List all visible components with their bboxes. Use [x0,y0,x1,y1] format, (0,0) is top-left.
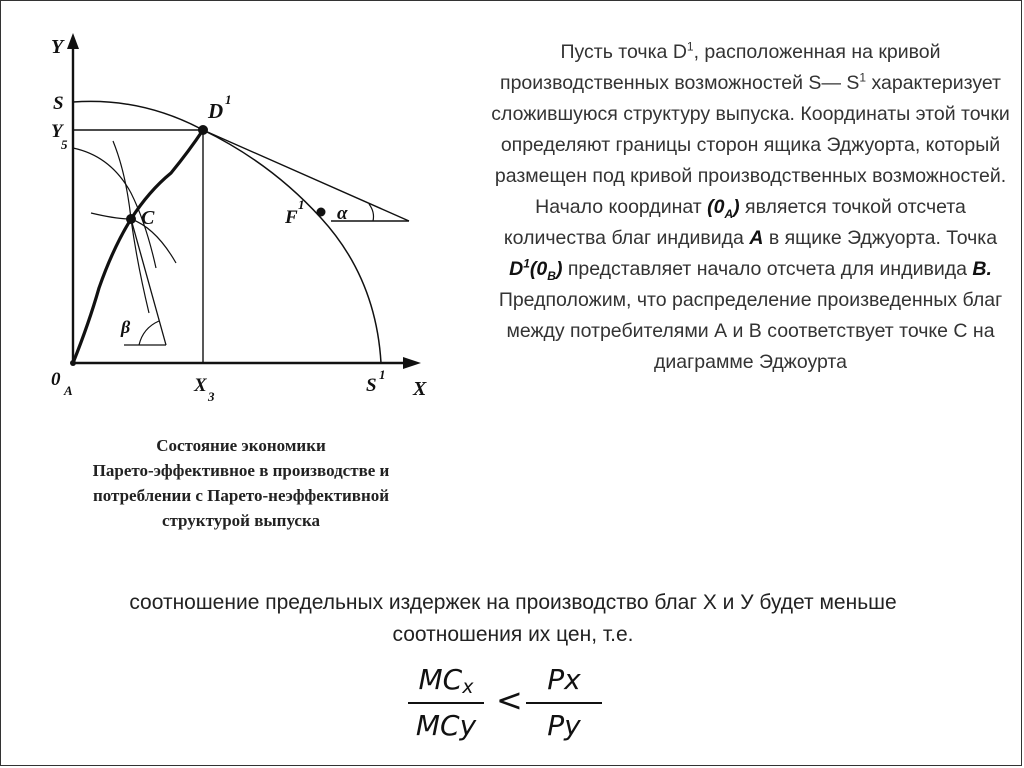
label-x3-sub: 3 [208,389,215,404]
price-numerator: Px [547,663,581,696]
conclusion-text [21,587,1005,651]
explain-point-d: D [509,258,524,280]
label-x3: X [194,375,207,396]
label-origin-sub: A [64,383,73,398]
edgeworth-diagram [31,23,451,413]
label-beta: β [121,317,131,337]
explain-origin-a-sub: A [724,206,734,221]
less-than-sign: < [496,681,523,719]
label-s1-sup: 1 [379,367,386,382]
explain-origin-b-end: ) [555,258,563,280]
mc-fraction [406,661,486,745]
cost-price-inequality [406,661,626,761]
explain-t1-sup: 1 [686,39,694,54]
label-x-axis: X [413,378,427,400]
explain-t11: Предположим, что распределение произведенных благ между потребителями А и В соответствует точке С на диаграмме Эджоурта [498,289,1003,373]
label-origin: 0 [51,369,61,390]
explain-t9: представляет начало отсчета для индивида [562,258,973,280]
explain-point-d-sup: 1 [523,256,530,271]
explain-origin-b: (0 [529,258,548,280]
point-f1 [317,208,326,217]
label-y-axis: Y [51,36,64,58]
x-axis-arrow [403,357,421,369]
explain-origin-a-end: ) [733,196,740,218]
mc-fraction-bar [408,702,484,704]
explain-t5: является точкой отсчета количества благ индивида [503,196,966,249]
explanation-text [483,37,1018,378]
price-fraction [524,661,604,745]
label-c: C [141,207,155,229]
mc-numerator-text: MC [418,663,463,696]
alpha-arc [369,204,374,221]
explain-t1: Пусть точка D [560,41,687,63]
diagram-svg [31,23,451,413]
caption-line-2: Парето-эффективное в производстве и [92,461,390,480]
mc-denominator: MCy [415,709,477,742]
conclusion-line-2: соотношения их цен, т.е. [392,623,634,646]
mc-numerator [406,661,486,699]
explain-origin-a: (0 [707,196,725,218]
price-line [203,130,409,221]
label-s1: S [366,375,377,396]
y-axis-arrow [67,33,79,49]
label-alpha: α [337,203,348,224]
explain-t3: характеризует сложившуюся структуру выпуска. Координаты этой точки определяют границы сторон ящика Эджуорта, который размещен под кривой производственных возможностей. Начало координат [491,72,1010,218]
point-c [126,214,136,224]
label-y5: Y [51,121,63,142]
point-d1 [198,125,208,135]
caption-line-3: потреблении с Парето-неэффективной [92,486,390,505]
caption-line-1: Состояние экономики [156,436,326,455]
explain-individual-a: A [749,227,764,249]
beta-arc [139,321,159,345]
explain-t2: , расположенная на кривой производственных возможностей S— S [500,41,941,94]
explain-individual-b: B. [972,258,992,280]
label-y5-sub: 5 [61,137,68,152]
explain-t2-sup: 1 [859,70,867,85]
label-f-sup: 1 [298,197,305,212]
point-origin [70,360,76,366]
explain-t7: в ящике Эджуорта. Точка [763,227,998,249]
label-f: F [285,207,298,228]
caption-line-4: структурой выпуска [161,511,321,530]
label-d: D [208,99,224,123]
label-d-sup: 1 [225,92,232,107]
price-fraction-bar [526,702,602,704]
label-s: S [53,93,64,114]
conclusion-line-1: соотношение предельных издержек на производство благ Х и У будет меньше [129,591,897,614]
diagram-caption [31,433,451,533]
mc-numerator-sub: x [462,676,474,698]
price-denominator: Py [547,709,581,742]
explain-origin-b-sub: B [547,268,556,283]
